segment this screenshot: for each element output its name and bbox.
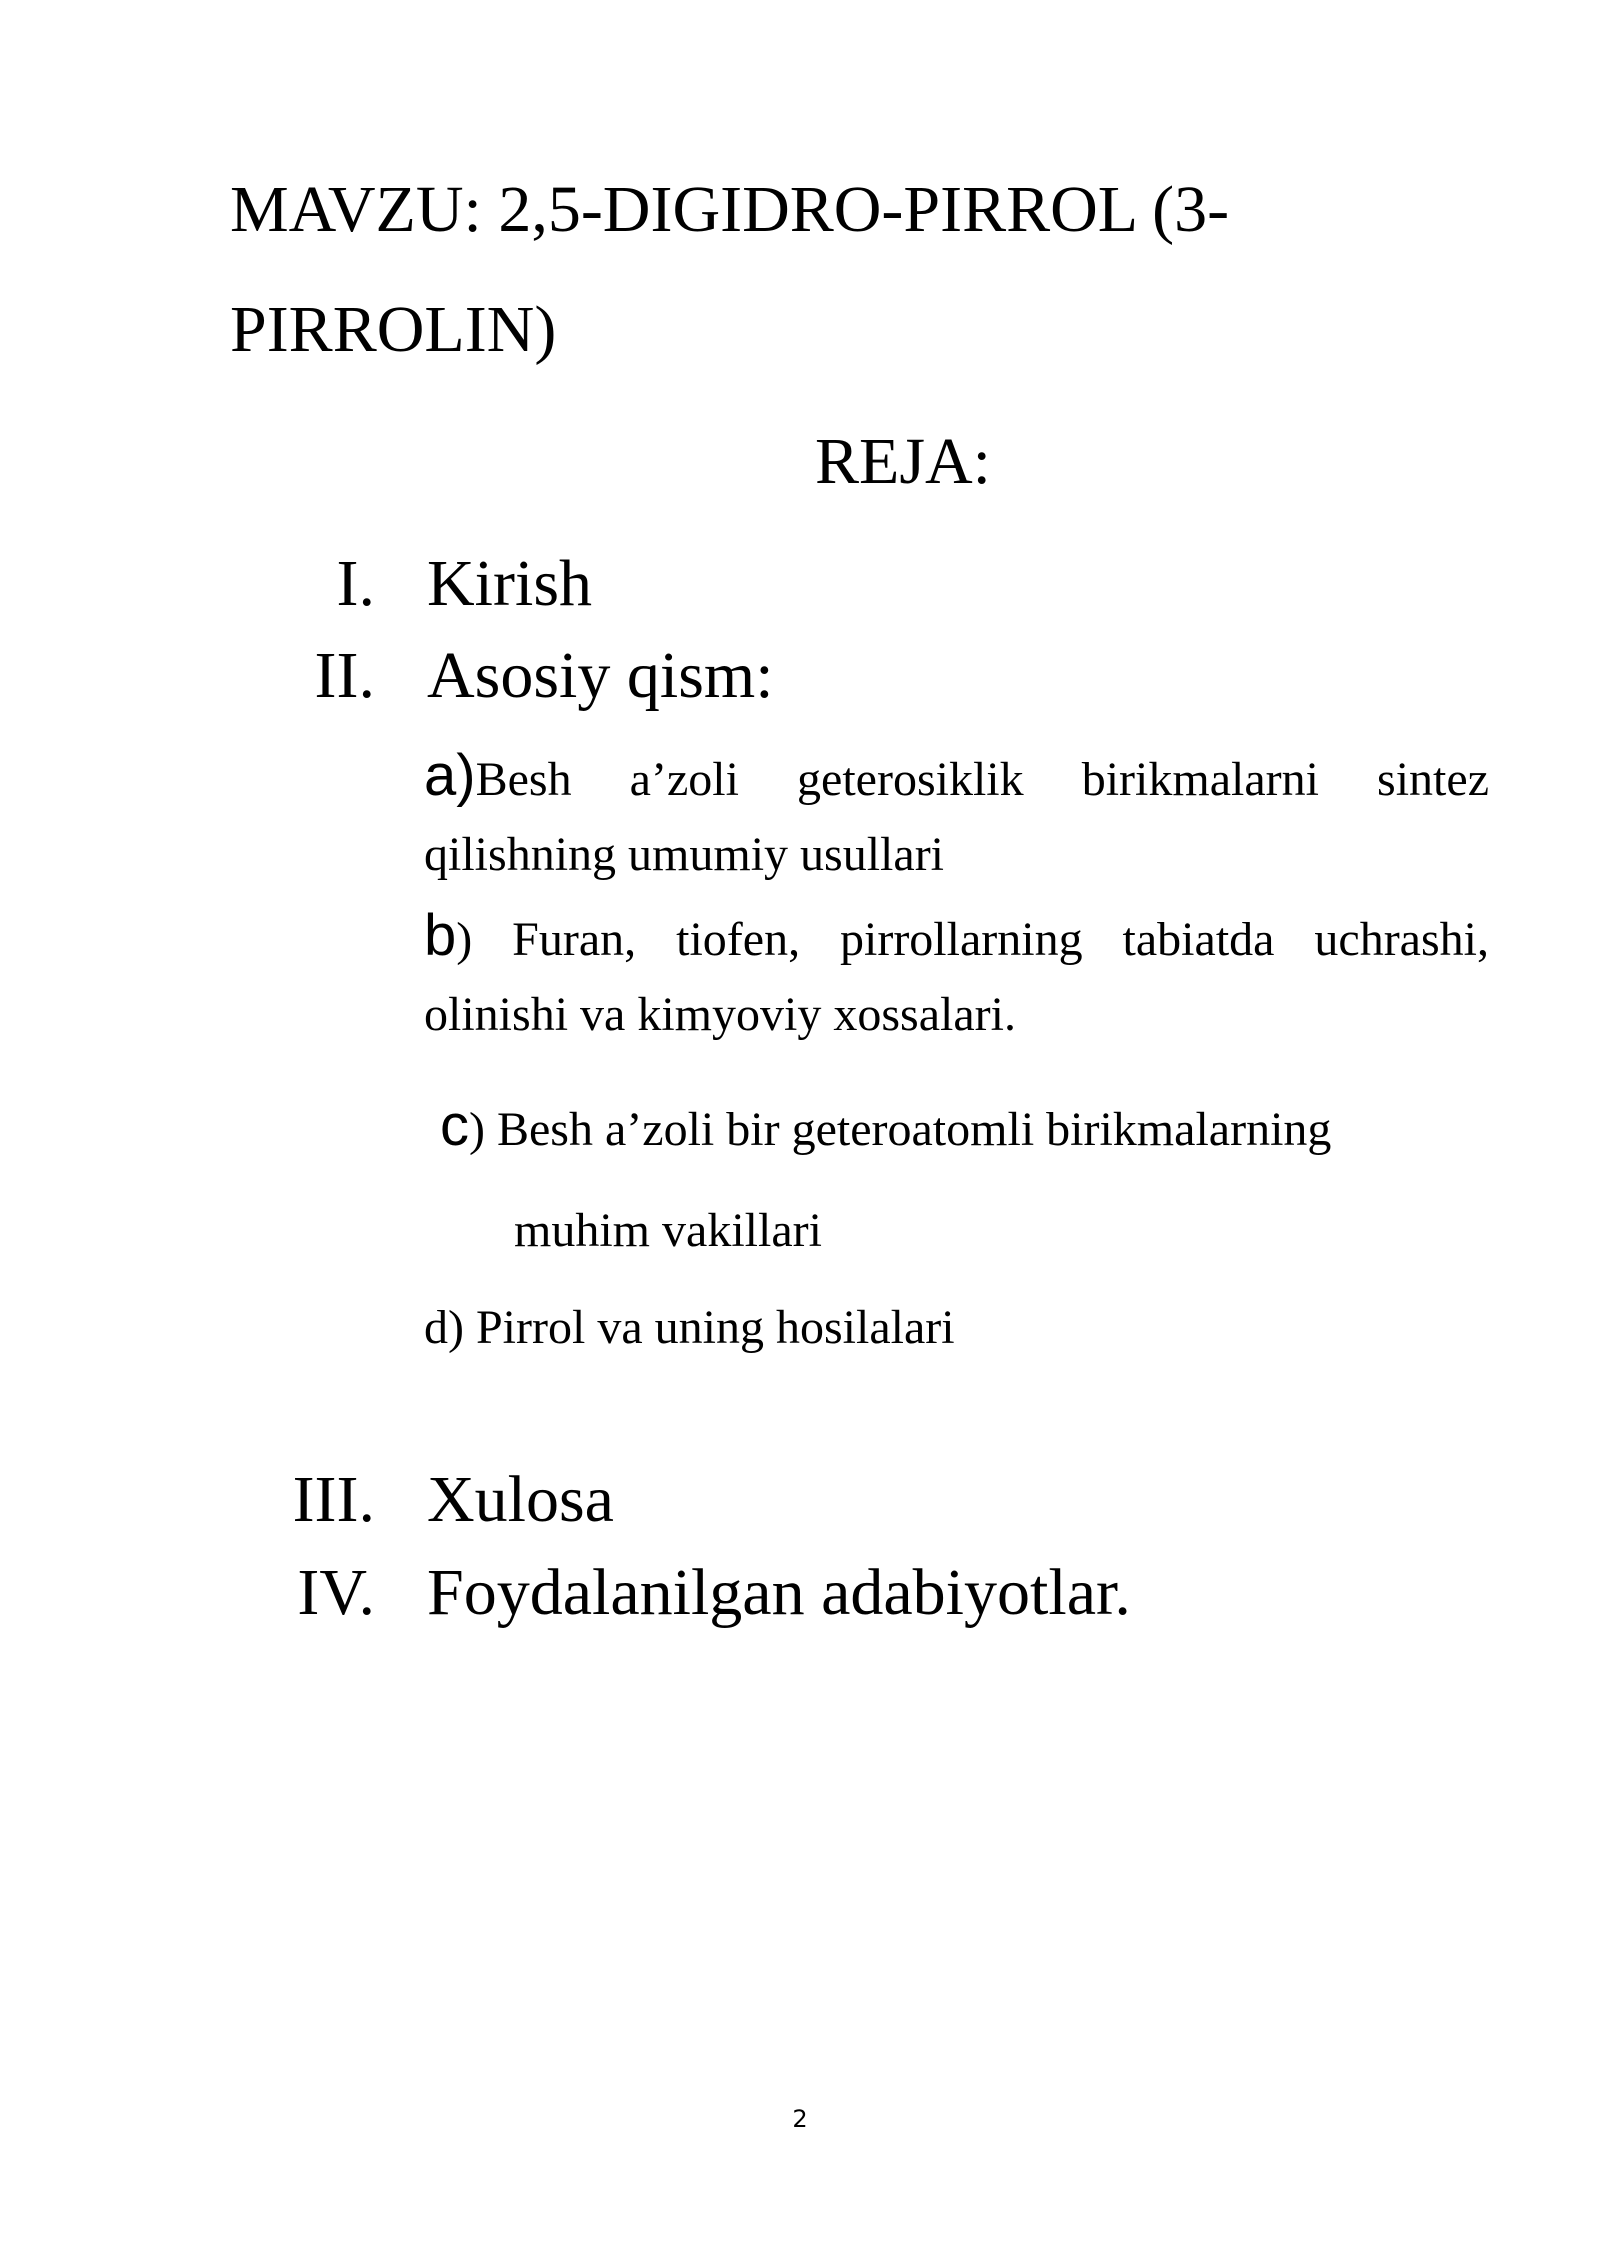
outline-item-4 xyxy=(230,1553,1430,1633)
outline-item-3 xyxy=(230,1460,1430,1540)
outline-text: Xulosa xyxy=(427,1463,614,1536)
outline-number: I. xyxy=(336,547,375,620)
subitem-letter: b xyxy=(424,903,457,968)
outline-text: Kirish xyxy=(427,547,592,620)
subitem-c-continuation: muhim vakillari xyxy=(514,1204,822,1257)
subitem-paren: ) xyxy=(456,743,476,808)
plan-heading: REJA: xyxy=(815,425,992,498)
outline-item-2 xyxy=(230,636,1430,716)
subitem-text: Besh a’zoli geterosiklik birikmalarni sintez qilishning umumiy usullari xyxy=(424,753,1489,881)
subitem-b xyxy=(424,898,1489,1052)
outline-number: II. xyxy=(314,639,375,712)
subitem-d: d) Pirrol va uning hosilalari xyxy=(424,1301,955,1354)
subitem-c xyxy=(440,1088,1520,1167)
subitem-a xyxy=(424,738,1489,892)
page-number: 2 xyxy=(792,2105,808,2133)
subitem-letter: a xyxy=(424,743,457,808)
subitem-paren: ) xyxy=(456,913,473,966)
subitem-text: ) Besh a’zoli bir geteroatomli birikmalarning xyxy=(469,1103,1332,1156)
document-title: MAVZU: 2,5-DIGIDRO-PIRROL (3-PIRROLIN) xyxy=(230,173,1230,366)
outline-text: Asosiy qism: xyxy=(427,639,774,712)
outline-text: Foydalanilgan adabiyotlar. xyxy=(427,1556,1131,1629)
subitem-letter: c xyxy=(440,1093,469,1158)
outline-number: III. xyxy=(292,1463,375,1536)
subitem-text: Furan, tiofen, pirrollarning tabiatda uchrashi, olinishi va kimyoviy xossalari. xyxy=(424,913,1489,1041)
outline-item-1 xyxy=(230,544,1430,624)
outline-number: IV. xyxy=(297,1556,375,1629)
